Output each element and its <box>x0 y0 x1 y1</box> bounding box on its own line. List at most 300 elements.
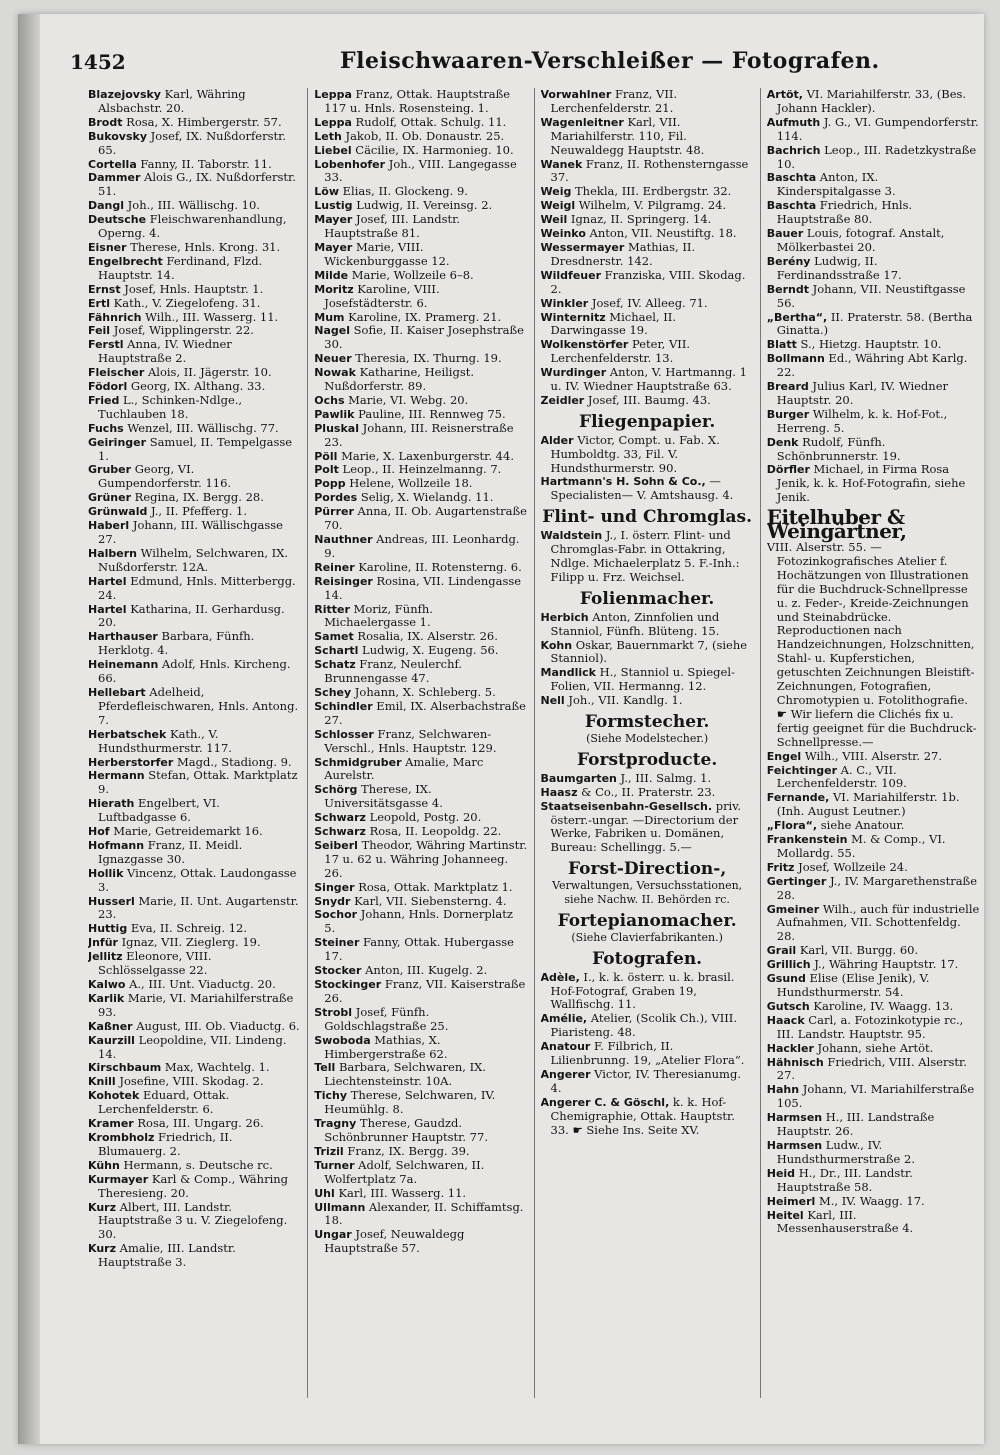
entry-text: J., IV. Margarethenstraße 28. <box>776 873 978 902</box>
entry-name: „Bertha“, <box>766 310 828 324</box>
directory-entry <box>767 1042 980 1056</box>
entry-name: Heimerl <box>766 1194 816 1208</box>
entry-name: Artöt, <box>766 88 803 101</box>
entry-text: Julius Karl, IV. Wiedner Hauptstr. 20. <box>776 379 948 407</box>
book-spine <box>18 14 40 1444</box>
entry-name: Angerer C. & Göschl, <box>540 1095 670 1109</box>
entry-name: Leppa <box>314 115 352 129</box>
entry-name: Lobenhofer <box>314 157 386 171</box>
entry-name: Stockinger <box>314 978 382 991</box>
entry-name: Burger <box>766 407 810 421</box>
directory-entry <box>541 297 754 311</box>
entry-name: Weig <box>540 185 572 199</box>
entry-name: Baumgarten <box>540 771 617 785</box>
entry-text: M., IV. Waagg. 17. <box>815 1193 925 1208</box>
column-divider <box>534 88 535 1398</box>
entry-text: Alois, II. Jägerstr. 10. <box>144 365 272 380</box>
entry-text: Ludw., IV. Hundsthurmerstraße 2. <box>776 1137 915 1166</box>
directory-entry <box>314 533 527 561</box>
entry-name: Heid <box>766 1166 796 1180</box>
entry-text: Marie, VIII. Wickenburggasse 12. <box>324 239 450 268</box>
entry-text: Karoline, VIII. Josefstädterstr. 6. <box>324 281 440 310</box>
entry-name: Neuer <box>314 352 352 366</box>
entry-text: Rosa, X. Himbergerstr. 57. <box>122 114 282 129</box>
entry-name: Baschta <box>766 199 817 213</box>
entry-name: Gutsch <box>766 999 810 1013</box>
directory-entry <box>541 666 754 694</box>
entry-name: Schindler <box>314 699 373 713</box>
entry-text: Adelheid, Pferdefleischwaren, Hnls. Antong. 7. <box>98 684 299 727</box>
entry-text: Vincenz, Ottak. Laudongasse 3. <box>98 865 297 894</box>
directory-entry <box>767 903 980 945</box>
directory-entry <box>767 463 980 505</box>
directory-entry <box>314 964 527 978</box>
entry-name: Denk <box>766 435 799 449</box>
directory-entry <box>541 227 754 241</box>
entry-text: Samuel, II. Tempelgasse 1. <box>98 434 293 463</box>
entry-text: Johann, III. Reisnerstraße 23. <box>324 420 514 449</box>
directory-entry <box>314 1187 527 1201</box>
entry-name: Haack <box>766 1013 805 1027</box>
entry-name: Gruber <box>88 463 132 477</box>
entry-text: Franz, II. Rothensterngasse 37. <box>550 156 749 185</box>
entry-text: Karl, Währing Alsbachstr. 20. <box>98 88 246 115</box>
directory-entry <box>314 408 527 422</box>
entry-text: Johann, Hnls. Dornerplatz 5. <box>324 907 513 936</box>
entry-name: Kramer <box>88 1117 134 1131</box>
entry-text: Therese, Gaudzd. Schönbrunner Hauptstr. 77. <box>324 1116 488 1144</box>
entry-name: Wanek <box>540 157 583 171</box>
directory-entry <box>88 769 301 797</box>
entry-text: VI. Mariahilferstr. 1b. (Inh. August Leutner.) <box>776 790 960 819</box>
entry-text: Adolf, Selchwaren, II. Wolfertplatz 7a. <box>324 1157 485 1186</box>
directory-entry <box>767 1111 980 1139</box>
entry-text: J., III. Salmg. 1. <box>616 770 712 785</box>
entry-text: Marie, Wollzeile 6–8. <box>348 267 474 282</box>
entry-text: Ignaz, II. Springerg. 14. <box>567 212 712 227</box>
entry-name: Grail <box>766 944 797 958</box>
directory-entry <box>767 352 980 380</box>
entry-name: Blatt <box>766 338 797 352</box>
directory-entry <box>88 895 301 923</box>
directory-entry <box>314 185 527 199</box>
entry-text: Franz, VII. Lerchenfelderstr. 21. <box>550 88 678 115</box>
entry-text: Kath., V. Hundsthurmerstr. 117. <box>98 726 232 755</box>
directory-entry <box>541 639 754 667</box>
entry-text: Rosa, II. Leopoldg. 22. <box>365 824 502 839</box>
entry-text: Karoline, II. Rotensterng. 6. <box>354 559 522 574</box>
directory-entry <box>88 1242 301 1270</box>
directory-entry <box>88 825 301 839</box>
entry-name: Fernande, <box>766 791 830 805</box>
entry-name: Uhl <box>314 1186 335 1200</box>
entry-name: Hartel <box>88 602 127 616</box>
entry-name: Aufmuth <box>766 115 821 129</box>
directory-entry <box>314 269 527 283</box>
entry-name: Kirschbaum <box>88 1061 162 1075</box>
entry-name: Ferstl <box>88 338 124 352</box>
entry-name: Grüner <box>88 491 132 505</box>
directory-entry <box>541 694 754 708</box>
entry-text: Rosalia, IX. Alserstr. 26. <box>353 629 498 644</box>
entry-name: Snydr <box>314 894 351 908</box>
directory-entry <box>767 436 980 464</box>
entry-text: Karl, VII. Mariahilferstr. 110, Fil. Neuwaldegg Hauptstr. 48. <box>550 114 705 157</box>
entry-name: Schlosser <box>314 727 374 741</box>
entry-text: Friedrich, II. Blumauerg. 2. <box>98 1129 233 1158</box>
entry-text: Karoline, IV. Waagg. 13. <box>809 998 954 1013</box>
entry-name: Deutsche <box>88 213 147 227</box>
directory-entry <box>88 255 301 283</box>
directory-entry <box>767 408 980 436</box>
entry-name: Hollik <box>88 866 124 880</box>
entry-name: Weil <box>540 213 568 227</box>
entry-text: Marie, VI. Webg. 20. <box>344 392 469 407</box>
entry-name: Leppa <box>314 88 352 101</box>
entry-name: Eisner <box>88 240 127 254</box>
directory-entry <box>767 861 980 875</box>
entry-text: Joh., III. Wällischg. 10. <box>124 198 260 213</box>
entry-name: Schatz <box>314 658 356 672</box>
entry-text: Wilhelm, Selchwaren, IX. Nußdorferstr. 12A. <box>98 545 289 574</box>
directory-entry <box>88 1201 301 1243</box>
entry-text: Josef, IV. Alleeg. 71. <box>588 295 708 310</box>
entry-name: Dörfler <box>766 463 810 477</box>
directory-entry <box>88 311 301 325</box>
directory-entry <box>767 1056 980 1084</box>
entry-name: Jnfür <box>88 936 118 950</box>
entry-name: Karlik <box>88 991 125 1005</box>
entry-text: Selig, X. Wielandg. 11. <box>357 490 494 505</box>
entry-name: Milde <box>314 268 349 282</box>
entry-name: Steiner <box>314 936 360 950</box>
entry-name: Kurz <box>88 1200 116 1214</box>
directory-entry <box>88 491 301 505</box>
entry-name: Fleischer <box>88 366 145 380</box>
entry-name: Schwarz <box>314 825 366 839</box>
directory-entry <box>314 1089 527 1117</box>
entry-name: Schwarz <box>314 811 366 825</box>
entry-name: Pluskal <box>314 421 359 435</box>
entry-name: Löw <box>314 185 339 199</box>
directory-entry <box>767 750 980 764</box>
directory-entry <box>314 825 527 839</box>
directory-entry <box>767 1209 980 1237</box>
entry-name: Hellebart <box>88 685 146 699</box>
directory-entry <box>88 575 301 603</box>
directory-entry <box>767 227 980 255</box>
entry-name: Weinko <box>540 227 586 241</box>
entry-name: Singer <box>314 880 355 894</box>
entry-text: Elise (Elise Jenik), V. Hundsthurmerstr. 54. <box>776 971 930 999</box>
directory-entry <box>88 630 301 658</box>
directory-entry <box>88 213 301 241</box>
entry-name: Heitel <box>766 1208 804 1222</box>
directory-entry <box>88 1159 301 1173</box>
entry-text: Barbara, Selchwaren, IX. Liechtensteinstr. 10A. <box>324 1060 486 1089</box>
entry-name: Ertl <box>88 296 110 310</box>
entry-name: Wessermayer <box>540 240 625 254</box>
entry-name: Hofmann <box>88 838 145 852</box>
directory-entry <box>314 603 527 631</box>
directory-entry <box>314 158 527 186</box>
entry-text: Engelbert, VI. Luftbadgasse 6. <box>98 796 220 825</box>
entry-text: Franz, Selchwaren-Verschl., Hnls. Hauptstr. 129. <box>324 726 497 755</box>
directory-entry <box>314 783 527 811</box>
directory-entry <box>88 936 301 950</box>
entry-name: Schörg <box>314 783 358 797</box>
directory-entry <box>541 1012 754 1040</box>
directory-entry <box>314 88 527 116</box>
entry-name: Tell <box>314 1061 336 1075</box>
directory-entry <box>767 88 980 116</box>
directory-entry <box>767 875 980 903</box>
entry-text: Marie, Getreidemarkt 16. <box>109 824 263 839</box>
entry-name: Herberstorfer <box>88 755 174 769</box>
directory-entry <box>541 800 754 856</box>
directory-entry <box>88 1117 301 1131</box>
directory-entry <box>88 1034 301 1062</box>
entry-text: Regina, IX. Bergg. 28. <box>131 490 264 505</box>
directory-entry <box>541 269 754 297</box>
directory-entry <box>541 116 754 158</box>
entry-text: Amalie, III. Landstr. Hauptstraße 3. <box>98 1241 236 1270</box>
entry-name: Samet <box>314 630 354 644</box>
entry-text: H., Stanniol u. Spiegel-Folien, VII. Hermanng. 12. <box>550 665 735 694</box>
entry-name: Alder <box>540 433 574 447</box>
entry-text: J. G., VI. Gumpendorferstr. 114. <box>776 114 979 143</box>
entry-name: Leth <box>314 129 342 143</box>
entry-text: Mathias, II. Dresdnerstr. 142. <box>550 239 696 268</box>
entry-name: Reisinger <box>314 574 373 588</box>
entry-name: Nowak <box>314 366 356 380</box>
entry-name: Harmsen <box>766 1111 823 1125</box>
entry-text: Karoline, IX. Pramerg. 21. <box>344 309 502 324</box>
directory-entry <box>88 324 301 338</box>
entry-text: Eduard, Ottak. Lerchenfelderstr. 6. <box>98 1088 230 1117</box>
entry-text: Josef, IX. Nußdorferstr. 65. <box>98 128 286 157</box>
entry-name: Berény <box>766 254 811 268</box>
entry-name: Fuchs <box>88 421 124 435</box>
entry-text: Josef, Fünfh. Goldschlagstraße 25. <box>324 1004 449 1033</box>
entry-text: Alexander, II. Schiffamtsg. 18. <box>324 1199 524 1228</box>
entry-text: Therese, Selchwaren, IV. Heumühlg. 8. <box>324 1088 496 1117</box>
directory-entry <box>314 366 527 394</box>
entry-name: Dammer <box>88 171 141 185</box>
entry-name: Lustig <box>314 199 353 213</box>
entry-text: Josef, III. Baumg. 43. <box>584 392 711 407</box>
entry-name: Schartl <box>314 644 359 658</box>
entry-name: Hof <box>88 825 110 839</box>
directory-entry <box>541 88 754 116</box>
entry-text: Anna, II. Ob. Augartenstraße 70. <box>324 504 527 533</box>
directory-entry <box>314 881 527 895</box>
entry-text: Amalie, Marc Aurelstr. <box>324 754 484 783</box>
directory-entry <box>314 491 527 505</box>
directory-entry <box>767 944 980 958</box>
entry-text: I., k. k. österr. u. k. brasil. Hof-Fotograf, Graben 19, Wallfischg. 11. <box>550 969 735 1012</box>
entry-text: Joh., VIII. Langegasse 33. <box>324 156 517 185</box>
directory-entry <box>314 908 527 936</box>
entry-name: Waldstein <box>540 529 603 543</box>
directory-entry <box>314 700 527 728</box>
entry-text: Johann, VII. Neustiftgasse 56. <box>776 281 966 310</box>
entry-text: siehe Anatour. <box>817 818 905 833</box>
directory-entry <box>541 475 754 503</box>
directory-entry <box>88 394 301 422</box>
entry-name: Gertinger <box>766 874 827 888</box>
entry-name: Zeidler <box>540 393 585 407</box>
directory-entry <box>314 352 527 366</box>
entry-name: Herbich <box>540 610 589 624</box>
entry-text: Franz, II. Meidl. Ignazgasse 30. <box>98 837 243 866</box>
entry-text: Karl, III. Messenhauserstraße 4. <box>776 1207 914 1236</box>
directory-entry <box>314 463 527 477</box>
directory-entry <box>767 283 980 311</box>
directory-entry <box>88 603 301 631</box>
entry-name: Mayer <box>314 240 353 254</box>
entry-text: H., Dr., III. Landstr. Hauptstraße 58. <box>776 1165 913 1194</box>
entry-name: Jellitz <box>88 950 123 964</box>
entry-text: Johann, siehe Artöt. <box>813 1040 934 1055</box>
entry-text: Karl, VII. Burgg. 60. <box>796 943 919 958</box>
entry-name: Gsund <box>766 972 806 986</box>
directory-entry <box>88 686 301 728</box>
directory-entry <box>767 972 980 1000</box>
entry-name: Kalwo <box>88 978 126 991</box>
entry-text: Therese, Hnls. Krong. 31. <box>126 239 281 254</box>
entry-text: Therese, IX. Universitätsgasse 4. <box>324 782 443 811</box>
entry-text: Johann, III. Wällischgasse 27. <box>98 518 283 546</box>
directory-entry <box>767 1195 980 1209</box>
directory-entry <box>767 791 980 819</box>
entry-text: Rosa, III. Ungarg. 26. <box>133 1116 264 1131</box>
directory-entry <box>314 1006 527 1034</box>
entry-name: Hahn <box>766 1083 800 1097</box>
entry-text: Katharine, Heiligst. Nußdorferstr. 89. <box>324 365 475 394</box>
directory-entry <box>767 144 980 172</box>
entry-name: Kohn <box>540 638 573 652</box>
advert-text: VIII. Alserstr. 55. —Fotozinkografisches Atelier f. Hochätzungen von Illustrationen für die Buchdruck-Schnellpresse u. z. Feder-, Kreide-Zeichnungen und Steinabdrücke. Reproductionen nach Handzeichnungen, Holzschnitten, Stahl- u. Kupferstichen, getuschten Zeichnungen Bleistift-Zeichnungen, Fotografien, Chromotypien u. Fotolithografie. ☛ Wir liefern die Clichés fix u. fertig geeignet für die Buchdruck-Schnellpresse.— <box>766 540 977 749</box>
directory-entry <box>541 772 754 786</box>
directory-entry <box>88 505 301 519</box>
directory-entry <box>88 992 301 1020</box>
directory-entry <box>541 971 754 1013</box>
entry-name: Kurz <box>88 1242 116 1256</box>
directory-entry <box>767 1014 980 1042</box>
entry-text: Michael, II. Darwingasse 19. <box>550 309 676 338</box>
entry-text: Josef, Neuwaldegg Hauptstraße 57. <box>324 1227 465 1256</box>
entry-text: Eva, II. Schreig. 12. <box>127 921 247 936</box>
directory-entry <box>541 185 754 199</box>
directory-entry <box>88 1020 301 1034</box>
directory-entry <box>541 213 754 227</box>
entry-text: Leop., III. Radetzkystraße 10. <box>776 142 977 171</box>
directory-entry <box>314 1034 527 1062</box>
entry-text: Max, Wachtelg. 1. <box>161 1060 270 1075</box>
directory-entry <box>314 1201 527 1229</box>
directory-entry <box>314 1228 527 1256</box>
entry-text: Elias, II. Glockeng. 9. <box>338 184 468 199</box>
entry-text: Oskar, Bauernmarkt 7, (siehe Stanniol). <box>550 637 748 666</box>
entry-text: Wilh., auch für industrielle Aufnahmen, VII. Schottenfeldg. 28. <box>776 901 980 944</box>
entry-name: Pawlik <box>314 407 355 421</box>
directory-entry <box>541 158 754 186</box>
directory-entry <box>541 366 754 394</box>
directory-entry <box>767 819 980 833</box>
entry-text: August, III. Ob. Viaductg. 6. <box>132 1018 300 1033</box>
directory-entry <box>314 1061 527 1089</box>
entry-name: Angerer <box>540 1068 591 1081</box>
columns <box>88 88 980 1398</box>
entry-name: Ochs <box>314 393 345 407</box>
directory-entry <box>541 394 754 408</box>
entry-text: Emil, IX. Alserbachstraße 27. <box>324 698 526 727</box>
entry-text: Alois G., IX. Nußdorferstr. 51. <box>98 170 296 199</box>
entry-text: Moriz, Fünfh. Michaelergasse 1. <box>324 601 433 630</box>
directory-entry <box>88 1089 301 1117</box>
directory-entry <box>314 422 527 450</box>
entry-name: Herbatschek <box>88 727 167 741</box>
entry-name: Engelbrecht <box>88 254 163 268</box>
entry-name: Popp <box>314 477 346 491</box>
entry-name: Kühn <box>88 1158 120 1172</box>
entry-text: Josef, Wollzeile 24. <box>794 859 908 874</box>
directory-entry <box>541 199 754 213</box>
entry-text: Kath., V. Ziegelofeng. 31. <box>109 295 261 310</box>
entry-text: Louis, fotograf. Anstalt, Mölkerbastei 20. <box>776 226 945 254</box>
entry-text: Victor, IV. Theresianumg. 4. <box>550 1067 741 1095</box>
entry-name: Schmidgruber <box>314 755 402 769</box>
entry-text: Anton, VII. Neustiftg. 18. <box>585 226 737 241</box>
directory-entry <box>88 338 301 366</box>
entry-text: Rosa, Ottak. Marktplatz 1. <box>354 879 513 894</box>
entry-name: Trizil <box>314 1144 344 1158</box>
entry-text: Mathias, X. Himbergerstraße 62. <box>324 1032 448 1061</box>
entry-text: Ludwig, II. Ferdinandsstraße 17. <box>776 253 902 282</box>
directory-entry <box>767 171 980 199</box>
entry-text: H., III. Landstraße Hauptstr. 26. <box>776 1110 935 1139</box>
entry-text: Cäcilie, IX. Harmonieg. 10. <box>351 142 514 157</box>
entry-text: Adolf, Hnls. Kircheng. 66. <box>98 657 291 686</box>
directory-entry <box>314 895 527 909</box>
advert-title: Eitelhuber & Weingärtner, <box>766 505 907 544</box>
entry-text: Wenzel, III. Wällischg. 77. <box>123 420 279 435</box>
entry-text: Leop., II. Heinzelmanng. 7. <box>338 462 502 477</box>
directory-entry <box>314 756 527 784</box>
entry-name: Hartmann's H. Sohn & Co., <box>540 475 706 489</box>
entry-text: II. Praterstr. 58. (Bertha Ginatta.) <box>776 309 973 338</box>
entry-name: Staatseisenbahn-Gesellsch. <box>540 799 713 813</box>
section-heading: Fortepianomacher. <box>557 910 737 931</box>
entry-text: Andreas, III. Leonhardg. 9. <box>324 532 520 560</box>
entry-name: Wurdinger <box>540 366 607 380</box>
directory-entry <box>314 283 527 311</box>
entry-name: Grünwald <box>88 505 148 519</box>
column-4 <box>767 88 980 1398</box>
directory-entry <box>88 366 301 380</box>
directory-entry <box>314 936 527 964</box>
directory-entry <box>88 199 301 213</box>
entry-name: Baschta <box>766 171 817 185</box>
entry-text: Fanny, II. Taborstr. 11. <box>136 156 272 171</box>
entry-name: Stocker <box>314 964 362 978</box>
entry-name: Engel <box>766 749 802 763</box>
entry-text: Pauline, III. Rennweg 75. <box>354 406 506 421</box>
entry-name: Anatour <box>540 1040 591 1054</box>
page-header <box>70 48 940 82</box>
entry-name: „Flora“, <box>766 819 818 833</box>
